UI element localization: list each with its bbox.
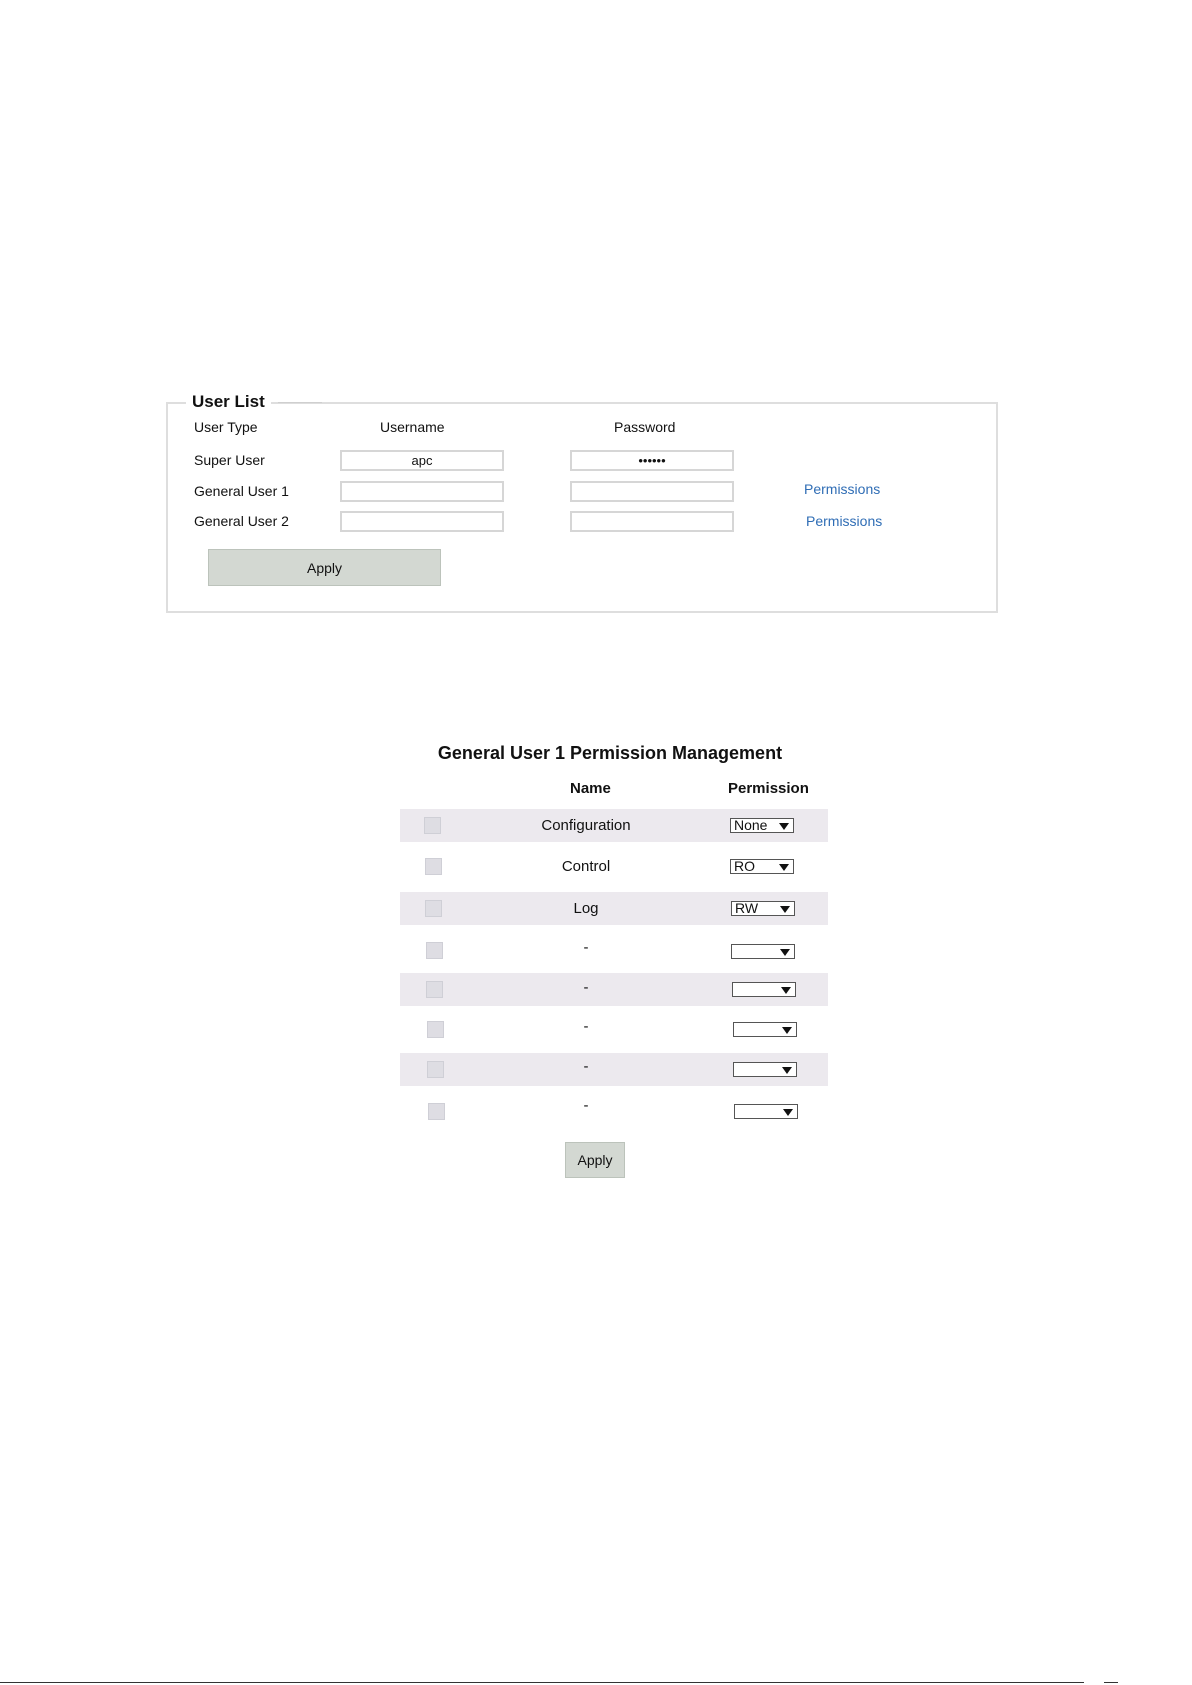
- permission-row-select-value: RW: [735, 900, 759, 916]
- permission-row: [400, 934, 828, 967]
- user-type-general-user-2: General User 2: [194, 513, 289, 529]
- general-user-2-permissions-link[interactable]: Permissions: [806, 513, 883, 529]
- permission-row-checkbox[interactable]: [426, 942, 443, 959]
- user-type-general-user-1: General User 1: [194, 483, 289, 499]
- chevron-down-icon: [780, 949, 790, 956]
- permission-row-name: -: [583, 939, 589, 956]
- permission-row-checkbox[interactable]: [426, 981, 443, 998]
- super-user-password-input[interactable]: [570, 450, 734, 471]
- permission-row: [400, 809, 828, 842]
- legend-divider: [278, 402, 322, 403]
- chevron-down-icon: [782, 1067, 792, 1074]
- permission-row-select[interactable]: [733, 1022, 797, 1037]
- permission-row-checkbox[interactable]: [424, 817, 441, 834]
- footer-divider: [0, 1682, 1084, 1683]
- permission-row-checkbox[interactable]: [428, 1103, 445, 1120]
- user-list-panel: [166, 392, 998, 613]
- general-user-2-username-input[interactable]: [340, 511, 504, 532]
- general-user-1-username-input[interactable]: [340, 481, 504, 502]
- permission-apply-button[interactable]: Apply: [565, 1142, 625, 1178]
- header-password: Password: [614, 419, 676, 435]
- general-user-2-password-input[interactable]: [570, 511, 734, 532]
- user-list-apply-button[interactable]: Apply: [208, 549, 441, 586]
- header-permission: Permission: [728, 780, 809, 797]
- permission-row-select-value: None: [734, 817, 768, 833]
- chevron-down-icon: [779, 864, 789, 871]
- permission-row-checkbox[interactable]: [427, 1021, 444, 1038]
- permission-row-select[interactable]: [734, 1104, 798, 1119]
- footer-divider-right: [1104, 1682, 1118, 1683]
- permission-row-checkbox[interactable]: [425, 900, 442, 917]
- permission-row-checkbox[interactable]: [427, 1061, 444, 1078]
- permission-row-select[interactable]: [731, 944, 795, 959]
- general-user-1-permissions-link[interactable]: Permissions: [804, 481, 881, 497]
- permission-row-select-value: RO: [734, 858, 755, 874]
- permission-management-title: General User 1 Permission Management: [437, 743, 783, 763]
- chevron-down-icon: [782, 1027, 792, 1034]
- permission-row-name: Configuration: [541, 817, 631, 834]
- permission-row-name: Control: [561, 858, 611, 875]
- permission-row-select[interactable]: [730, 818, 794, 833]
- header-user-type: User Type: [194, 419, 258, 435]
- permission-row-select[interactable]: [732, 982, 796, 997]
- header-username: Username: [380, 419, 445, 435]
- permission-row: [400, 973, 828, 1006]
- super-user-username-input[interactable]: [340, 450, 504, 471]
- permission-row: [400, 1094, 828, 1127]
- permission-row: [400, 850, 828, 883]
- chevron-down-icon: [779, 823, 789, 830]
- permission-row-name: -: [583, 1097, 589, 1114]
- permission-row: [400, 1053, 828, 1086]
- permission-row-select[interactable]: [730, 859, 794, 874]
- permission-row-name: Log: [573, 900, 599, 917]
- permission-row-name: -: [583, 1058, 589, 1075]
- user-list-legend: User List: [186, 390, 271, 414]
- general-user-1-password-input[interactable]: [570, 481, 734, 502]
- header-name: Name: [570, 780, 611, 797]
- chevron-down-icon: [783, 1109, 793, 1116]
- permission-row-select[interactable]: [731, 901, 795, 916]
- permission-row-name: -: [583, 1018, 589, 1035]
- permission-row-name: -: [583, 979, 589, 996]
- user-type-super-user: Super User: [194, 452, 265, 468]
- chevron-down-icon: [781, 987, 791, 994]
- permission-row-select[interactable]: [733, 1062, 797, 1077]
- permission-row: [400, 892, 828, 925]
- chevron-down-icon: [780, 906, 790, 913]
- permission-row: [400, 1013, 828, 1046]
- permission-row-checkbox[interactable]: [425, 858, 442, 875]
